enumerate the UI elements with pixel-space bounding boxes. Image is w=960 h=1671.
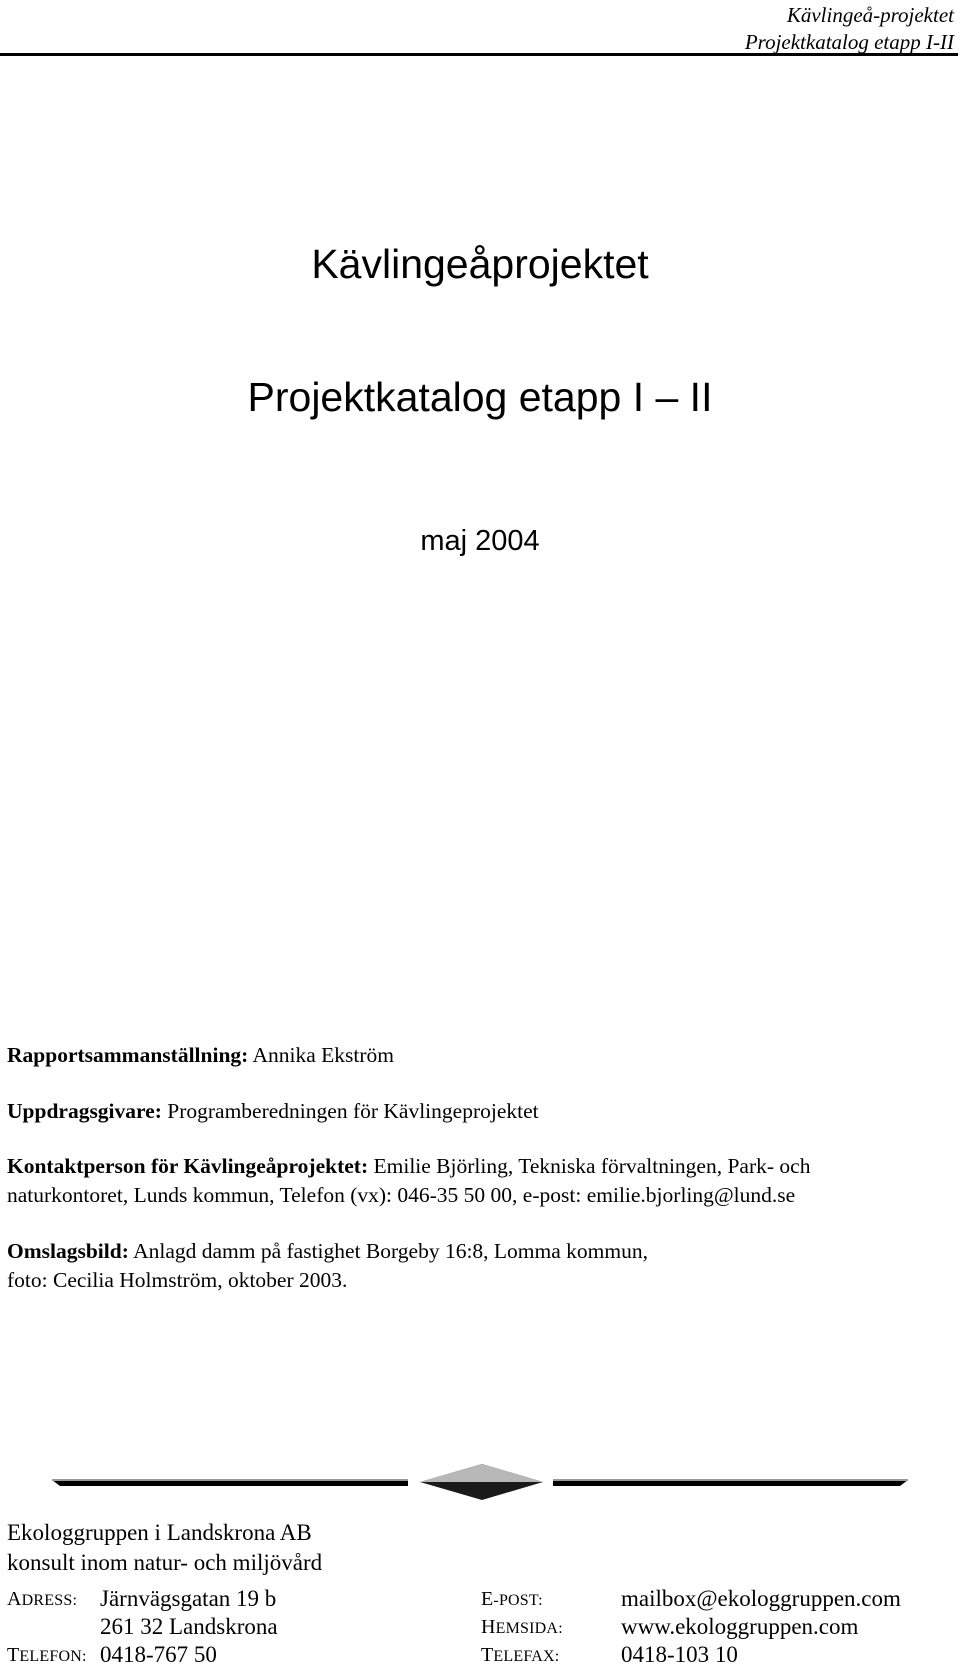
contact-row <box>0 1613 960 1641</box>
document-title: Kävlingeåprojektet <box>311 241 649 287</box>
client-label: Uppdragsgivare: <box>7 1099 162 1123</box>
divider-right-bar-shine <box>553 1479 908 1481</box>
address-street: Järnvägsgatan 19 b <box>100 1586 277 1611</box>
compiler-line <box>7 1041 952 1070</box>
website-link[interactable]: www.ekologgruppen.com <box>621 1614 859 1639</box>
fax-label: TELEFAX: <box>481 1644 560 1666</box>
fax-number: 0418-103 10 <box>621 1642 738 1667</box>
compiler-label: Rapportsammanställning: <box>7 1043 249 1067</box>
client-value: Programberedningen för Kävlingeprojektet <box>161 1099 539 1123</box>
contact-person-label: Kontaktperson för Kävlingeåprojektet: <box>7 1154 369 1178</box>
cover-photo-paragraph <box>7 1237 952 1295</box>
email-label: E-POST: <box>481 1588 543 1610</box>
divider-diamond-highlight <box>420 1464 543 1482</box>
header-catalog-name: Projektkatalog etapp I-II <box>744 30 954 54</box>
cover-photo-label: Omslagsbild: <box>7 1239 129 1263</box>
compiler-value: Annika Ekström <box>248 1043 395 1067</box>
company-tagline: konsult inom natur- och miljövård <box>7 1550 323 1575</box>
contact-person-value: Emilie Björling, Tekniska förvaltningen, Park- och <box>368 1154 811 1178</box>
contact-row <box>0 1585 960 1613</box>
company-block <box>7 1518 322 1578</box>
phone-label: TELEFON: <box>7 1644 87 1666</box>
email-link[interactable]: mailbox@ekologgruppen.com <box>621 1586 901 1611</box>
contact-person-details: naturkontoret, Lunds kommun, Telefon (vx): 046-35 50 00, e-post: emilie.bjorling@lund.se <box>7 1183 796 1207</box>
address-label: ADRESS: <box>7 1588 78 1610</box>
decorative-divider <box>0 1462 960 1502</box>
cover-photo-credit: foto: Cecilia Holmström, oktober 2003. <box>7 1268 348 1292</box>
document-date: maj 2004 <box>420 525 540 557</box>
contact-person-paragraph <box>7 1152 952 1210</box>
document-subtitle: Projektkatalog etapp I – II <box>247 374 713 420</box>
cover-photo-value: Anlagd damm på fastighet Borgeby 16:8, Lomma kommun, <box>128 1239 648 1263</box>
running-header <box>745 2 954 56</box>
address-city: 261 32 Landskrona <box>100 1614 278 1639</box>
header-rule <box>0 53 958 56</box>
phone-number: 0418-767 50 <box>100 1642 217 1667</box>
contact-row <box>0 1641 960 1669</box>
header-project-name: Kävlingeå-projektet <box>786 3 954 27</box>
website-label: HEMSIDA: <box>481 1616 563 1638</box>
company-name: Ekologgruppen i Landskrona AB <box>7 1520 312 1545</box>
divider-left-bar-shine <box>52 1479 408 1481</box>
client-line <box>7 1097 952 1126</box>
